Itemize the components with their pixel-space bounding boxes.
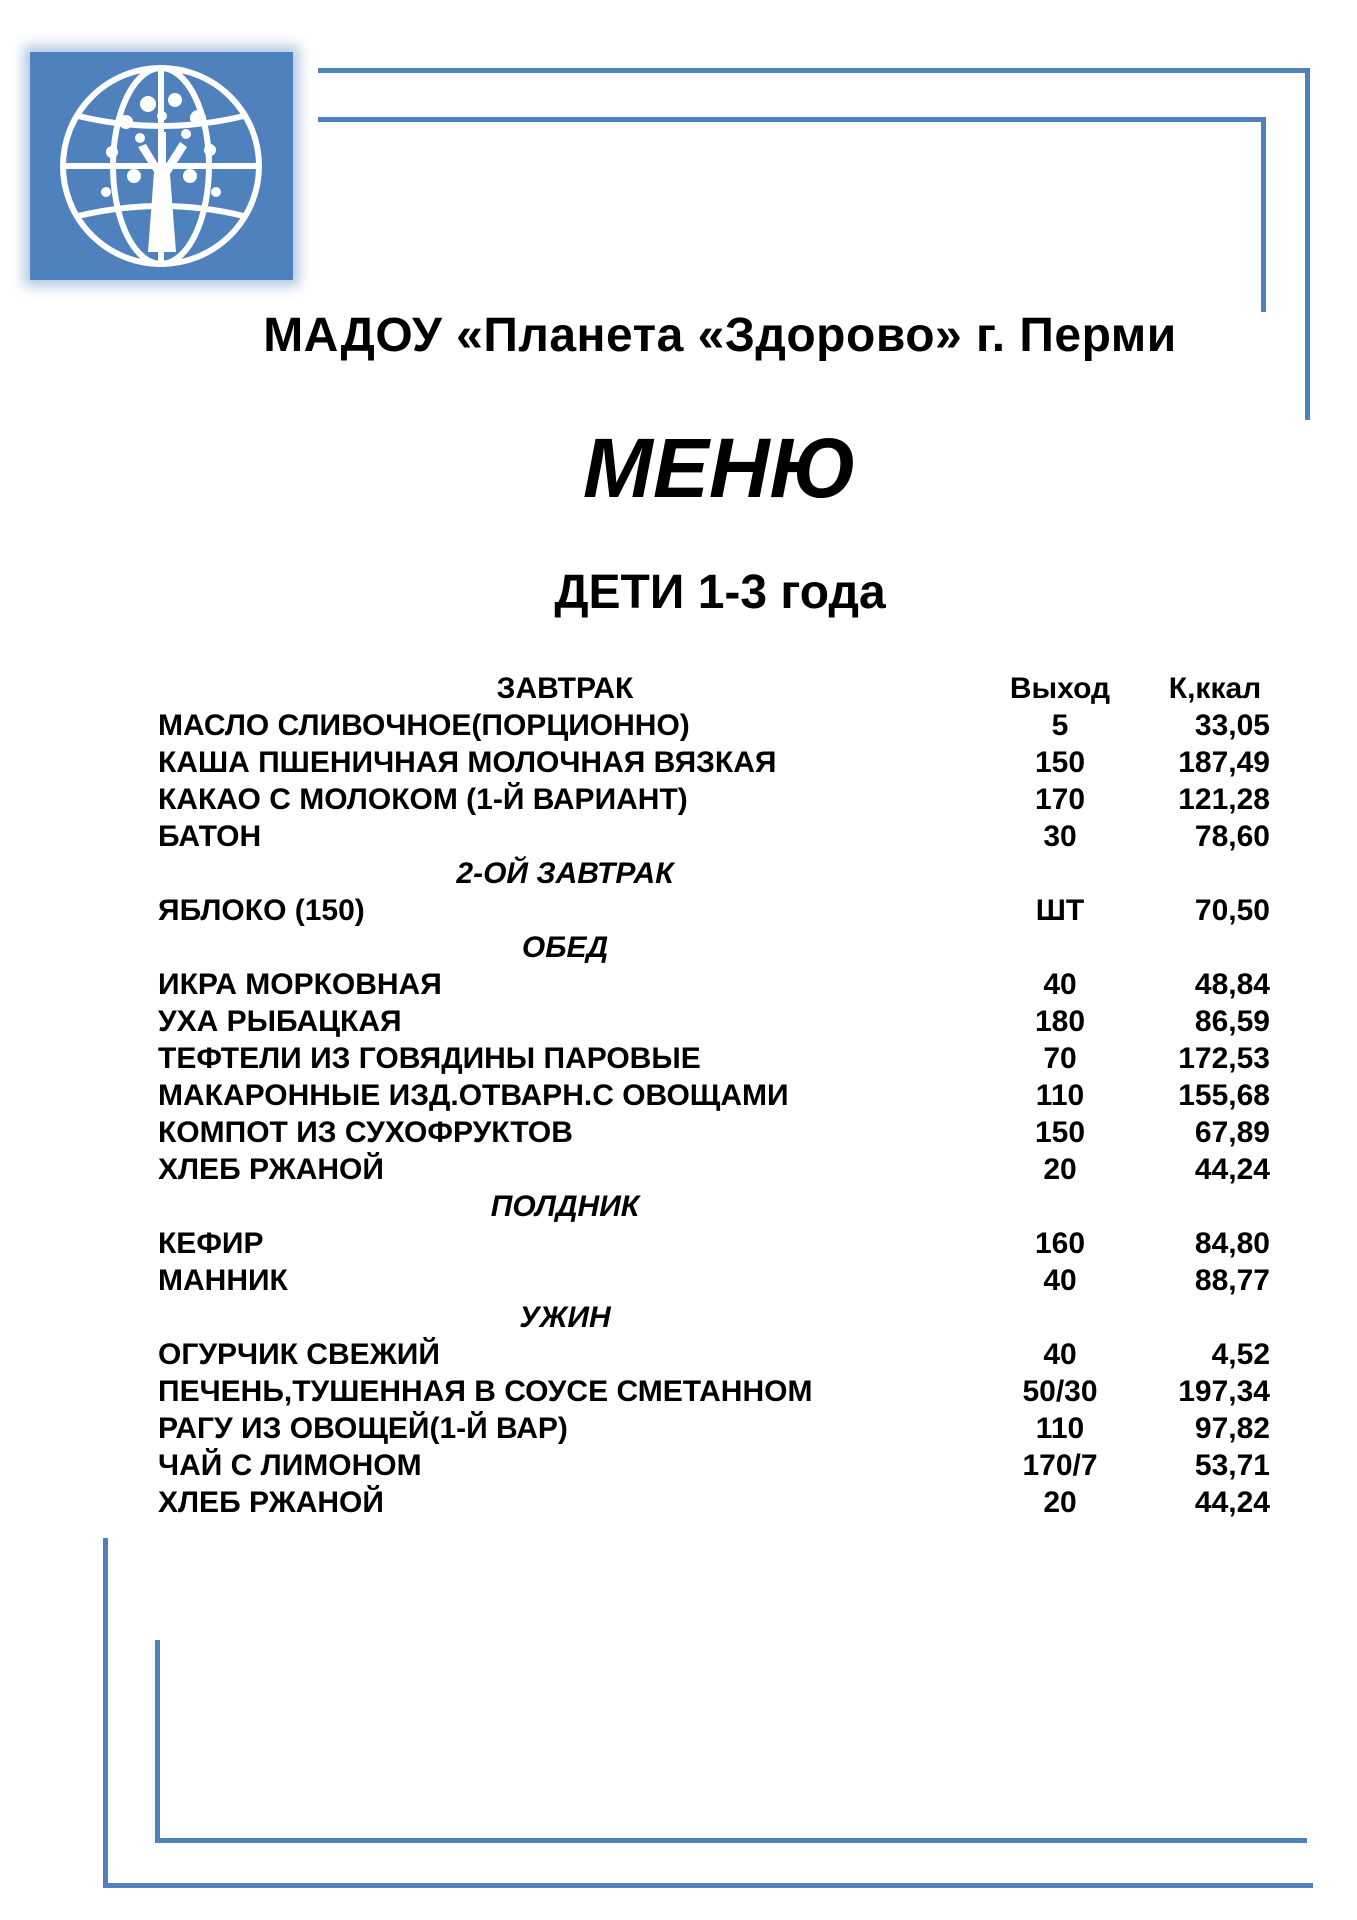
- dish-name: ЧАЙ С ЛИМОНОМ: [158, 1449, 422, 1482]
- dish-kcal: 70,50: [1194, 894, 1270, 927]
- dish-output: 150: [1034, 1116, 1086, 1149]
- section-title: ПОЛДНИК: [490, 1190, 640, 1223]
- dish-output: 40: [1043, 968, 1077, 1001]
- dish-name: КАША ПШЕНИЧНАЯ МОЛОЧНАЯ ВЯЗКАЯ: [158, 746, 777, 779]
- dish-kcal: 53,71: [1194, 1449, 1270, 1482]
- frame-right-inner: [1261, 117, 1266, 312]
- dish-name: КОМПОТ ИЗ СУХОФРУКТОВ: [158, 1116, 573, 1149]
- dish-name: РАГУ ИЗ ОВОЩЕЙ(1-Й ВАР): [158, 1412, 568, 1445]
- menu-item-row: [0, 892, 1357, 929]
- frame-top-outer: [318, 68, 1310, 73]
- menu-item-row: [0, 781, 1357, 818]
- dish-name: ОГУРЧИК СВЕЖИЙ: [158, 1338, 440, 1371]
- dish-kcal: 44,24: [1194, 1153, 1270, 1186]
- dish-name: ХЛЕБ РЖАНОЙ: [158, 1486, 384, 1519]
- menu-item-row: [0, 966, 1357, 1003]
- dish-name: ТЕФТЕЛИ ИЗ ГОВЯДИНЫ ПАРОВЫЕ: [158, 1042, 701, 1075]
- menu-item-row: [0, 1484, 1357, 1521]
- menu-item-row: [0, 1225, 1357, 1262]
- menu-item-row: [0, 1410, 1357, 1447]
- section-title: УЖИН: [519, 1301, 611, 1334]
- dish-output: 20: [1043, 1153, 1077, 1186]
- frame-left-outer: [103, 1538, 108, 1888]
- dish-output: 20: [1043, 1486, 1077, 1519]
- dish-kcal: 4,52: [1211, 1338, 1270, 1371]
- dish-kcal: 86,59: [1194, 1005, 1270, 1038]
- frame-bottom-outer: [103, 1883, 1313, 1888]
- dish-kcal: 121,28: [1178, 783, 1270, 816]
- dish-kcal: 155,68: [1178, 1079, 1270, 1112]
- menu-item-row: [0, 744, 1357, 781]
- frame-right-outer: [1305, 68, 1310, 420]
- dish-output: 110: [1035, 1412, 1085, 1445]
- dish-name: КАКАО С МОЛОКОМ (1-Й ВАРИАНТ): [158, 783, 688, 816]
- dish-kcal: 172,53: [1178, 1042, 1270, 1075]
- dish-kcal: 197,34: [1178, 1375, 1270, 1408]
- dish-kcal: 88,77: [1194, 1264, 1270, 1297]
- dish-name: ЯБЛОКО (150): [158, 894, 365, 927]
- dish-kcal: 78,60: [1194, 820, 1270, 853]
- frame-bottom-inner: [155, 1838, 1307, 1843]
- dish-name: УХА РЫБАЦКАЯ: [158, 1005, 402, 1038]
- page-title: МЕНЮ: [582, 421, 858, 515]
- dish-output: 170/7: [1022, 1449, 1098, 1482]
- section-header-row: [0, 1299, 1357, 1336]
- logo: [30, 52, 293, 280]
- menu-item-row: [0, 1040, 1357, 1077]
- menu-item-row: [0, 818, 1357, 855]
- section-title: ЗАВТРАК: [496, 672, 634, 705]
- menu-table: [0, 670, 1357, 1521]
- menu-item-row: [0, 1077, 1357, 1114]
- dish-output: 150: [1034, 746, 1086, 779]
- section-header-row: [0, 855, 1357, 892]
- globe-tree-logo-icon: [30, 52, 293, 280]
- dish-kcal: 97,82: [1194, 1412, 1270, 1445]
- dish-name: КЕФИР: [158, 1227, 264, 1260]
- menu-item-row: [0, 1373, 1357, 1410]
- section-title: ОБЕД: [521, 931, 609, 964]
- column-header-kcal: К,ккал: [1168, 672, 1262, 705]
- dish-name: МАКАРОННЫЕ ИЗД.ОТВАРН.С ОВОЩАМИ: [158, 1079, 789, 1112]
- dish-name: ИКРА МОРКОВНАЯ: [158, 968, 442, 1001]
- dish-output: 110: [1035, 1079, 1085, 1112]
- column-header-output: Выход: [1009, 672, 1111, 705]
- dish-output: 180: [1034, 1005, 1086, 1038]
- frame-top-inner: [318, 117, 1266, 122]
- dish-kcal: 67,89: [1194, 1116, 1270, 1149]
- menu-item-row: [0, 1262, 1357, 1299]
- dish-kcal: 84,80: [1194, 1227, 1270, 1260]
- dish-output: 5: [1051, 709, 1069, 742]
- dish-output: ШТ: [1035, 894, 1085, 927]
- dish-name: ПЕЧЕНЬ,ТУШЕННАЯ В СОУСЕ СМЕТАННОМ: [158, 1375, 813, 1408]
- dish-name: БАТОН: [158, 820, 262, 853]
- dish-output: 40: [1043, 1264, 1077, 1297]
- menu-item-row: [0, 1151, 1357, 1188]
- dish-kcal: 187,49: [1178, 746, 1270, 779]
- organization-name: МАДОУ «Планета «Здорово» г. Перми: [263, 309, 1177, 362]
- dish-output: 170: [1034, 783, 1086, 816]
- dish-output: 50/30: [1022, 1375, 1098, 1408]
- dish-kcal: 33,05: [1194, 709, 1270, 742]
- dish-kcal: 44,24: [1194, 1486, 1270, 1519]
- section-header-row: [0, 670, 1357, 707]
- frame-left-inner: [155, 1640, 160, 1843]
- dish-output: 160: [1034, 1227, 1086, 1260]
- dish-output: 40: [1043, 1338, 1077, 1371]
- section-header-row: [0, 929, 1357, 966]
- dish-output: 70: [1043, 1042, 1077, 1075]
- dish-kcal: 48,84: [1194, 968, 1270, 1001]
- menu-item-row: [0, 1336, 1357, 1373]
- age-group: ДЕТИ 1-3 года: [554, 566, 886, 619]
- menu-item-row: [0, 1447, 1357, 1484]
- section-header-row: [0, 1188, 1357, 1225]
- section-title: 2-ОЙ ЗАВТРАК: [456, 857, 674, 890]
- menu-item-row: [0, 1003, 1357, 1040]
- dish-name: ХЛЕБ РЖАНОЙ: [158, 1153, 384, 1186]
- menu-item-row: [0, 1114, 1357, 1151]
- dish-name: МАННИК: [158, 1264, 288, 1297]
- dish-output: 30: [1043, 820, 1077, 853]
- dish-name: МАСЛО СЛИВОЧНОЕ(ПОРЦИОННО): [158, 709, 690, 742]
- menu-item-row: [0, 707, 1357, 744]
